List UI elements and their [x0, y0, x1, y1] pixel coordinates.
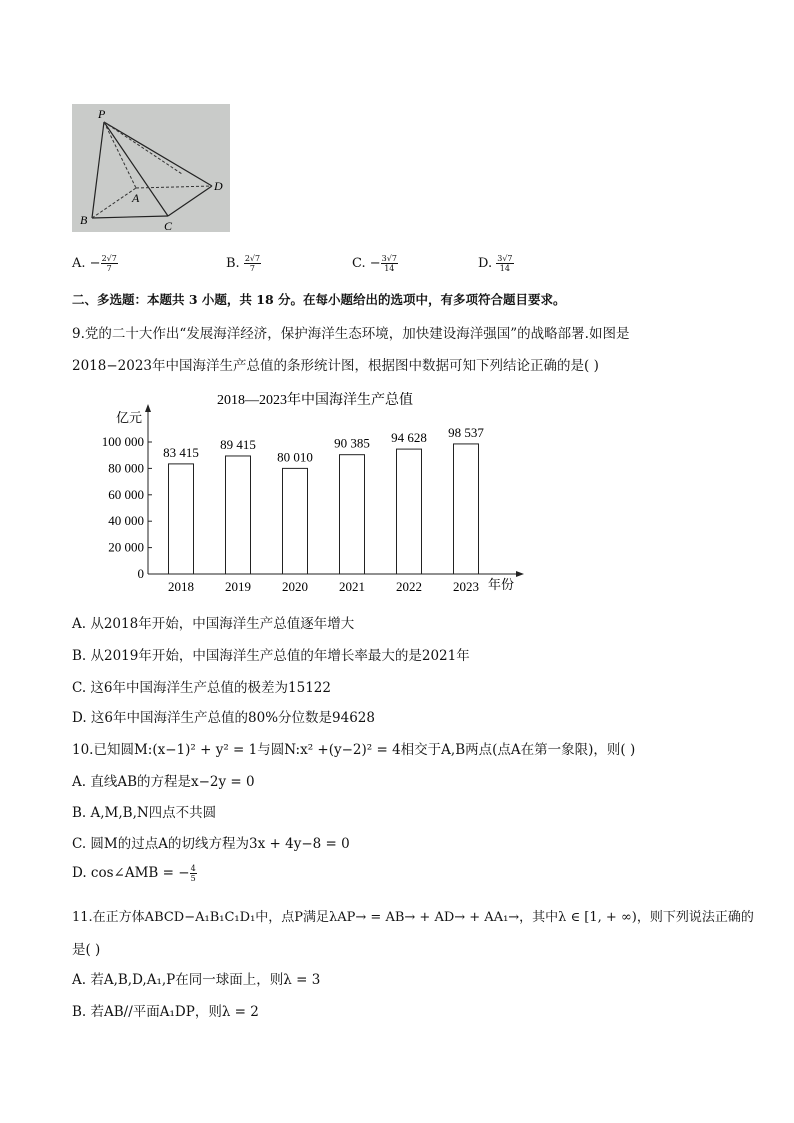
fraction: $\frac{3√7}{14}$ — [381, 254, 397, 273]
bar-2018 — [169, 464, 194, 574]
x-axis-arrow — [516, 571, 524, 577]
x-tick-label: 2023 — [453, 579, 479, 594]
y-tick-label: 80 000 — [108, 460, 144, 476]
bar-value-label: 83 415 — [163, 444, 199, 460]
edge-pb — [92, 122, 104, 218]
q10-option-d: D. cos∠AMB = − $\frac{4}{5}$ — [72, 864, 196, 883]
y-tick-label: 100 000 — [101, 434, 144, 449]
chart-title: 2018—2023年中国海洋生产总值 — [217, 393, 413, 408]
q9-option-b: B. 从2019年开始，中国海洋生产总值的年增长率最大的是2021年 — [72, 648, 470, 664]
q8-option-d: D. $\frac{3√7}{14}$ — [478, 254, 513, 273]
label-p: P — [98, 107, 106, 121]
x-axis-label: 年份 — [488, 577, 515, 592]
pyramid-diagram — [72, 104, 230, 232]
edge-cd — [168, 186, 212, 216]
q10-option-b: B. A,M,B,N四点不共圆 — [72, 805, 217, 821]
edge-pmid — [104, 122, 182, 174]
q10-option-a: A. 直线AB的方程是x−2y = 0 — [72, 774, 255, 790]
x-tick-label: 2019 — [225, 579, 251, 594]
edge-pd — [104, 122, 212, 186]
bar-2023 — [454, 444, 479, 574]
bar-value-label: 90 385 — [334, 435, 370, 451]
bar-chart — [90, 384, 540, 600]
y-axis-arrow — [145, 404, 151, 412]
q8-option-a: A. − $\frac{2√7}{7}$ — [72, 254, 117, 273]
fraction: $\frac{3√7}{14}$ — [497, 254, 513, 273]
bar-2021 — [340, 455, 365, 574]
q11-option-a: A. 若A,B,D,A₁,P在同一球面上，则λ = 3 — [72, 972, 321, 988]
q9-option-a: A. 从2018年开始，中国海洋生产总值逐年增大 — [72, 616, 355, 632]
x-tick-label: 2018 — [168, 579, 194, 594]
y-tick-label: 20 000 — [108, 539, 144, 555]
q9-option-d: D. 这6年中国海洋生产总值的80%分位数是94628 — [72, 710, 375, 726]
q8-option-b: B. $\frac{2√7}{7}$ — [226, 254, 261, 273]
section-header: 二、多选题：本题共 3 小题，共 18 分。在每小题给出的选项中，有多项符合题目要求。 — [72, 292, 566, 307]
y-axis-label: 亿元 — [116, 410, 143, 425]
q9-stem-line1: 9.党的二十大作出“发展海洋经济，保护海洋生态环境，加快建设海洋强国”的战略部署.如图是 — [72, 326, 630, 342]
chart-layer — [102, 404, 524, 594]
y-tick-label: 0 — [137, 566, 144, 581]
q8-option-c: C. − $\frac{3√7}{14}$ — [352, 254, 397, 273]
bar-value-label: 80 010 — [277, 449, 313, 465]
edge-bc — [92, 216, 168, 218]
label-c: C — [164, 219, 173, 232]
x-tick-label: 2021 — [339, 579, 365, 594]
q11-option-b: B. 若AB//平面A₁DP，则λ = 2 — [72, 1004, 259, 1020]
edge-ba — [92, 188, 136, 218]
bar-value-label: 89 415 — [220, 436, 256, 452]
q10-stem: 10.已知圆M:(x−1)² + y² = 1与圆N:x² +(y−2)² = 4相交于A,B两点(点A在第一象限)，则( ) — [72, 742, 636, 758]
label-b: B — [80, 213, 88, 227]
bar-value-label: 94 628 — [391, 430, 427, 446]
q9-stem-line2: 2018−2023年中国海洋生产总值的条形统计图，根据图中数据可知下列结论正确的是( ) — [72, 358, 599, 374]
bar-2020 — [283, 468, 308, 574]
q11-stem-line2: 是( ) — [72, 942, 101, 958]
q11-stem-line1: 11.在正方体ABCD−A₁B₁C₁D₁中，点P满足λAP→ = AB→ + AD→ + AA₁→，其中λ ∈ [1, + ∞)，则下列说法正确的 — [72, 910, 754, 925]
bar-2022 — [397, 449, 422, 574]
y-tick-label: 40 000 — [108, 513, 144, 529]
x-tick-label: 2020 — [282, 579, 308, 594]
bar-value-label: 98 537 — [448, 424, 484, 440]
x-tick-label: 2022 — [396, 579, 422, 594]
fraction: $\frac{2√7}{7}$ — [244, 254, 261, 273]
y-tick-label: 60 000 — [108, 486, 144, 502]
bar-2019 — [226, 456, 251, 574]
pyramid-figure — [72, 104, 230, 232]
q9-option-c: C. 这6年中国海洋生产总值的极差为15122 — [72, 680, 331, 696]
q10-option-c: C. 圆M的过点A的切线方程为3x + 4y−8 = 0 — [72, 836, 350, 852]
fraction: $\frac{4}{5}$ — [190, 864, 196, 883]
label-a: A — [132, 191, 140, 205]
label-d: D — [214, 179, 223, 193]
fraction: $\frac{2√7}{7}$ — [101, 254, 117, 273]
